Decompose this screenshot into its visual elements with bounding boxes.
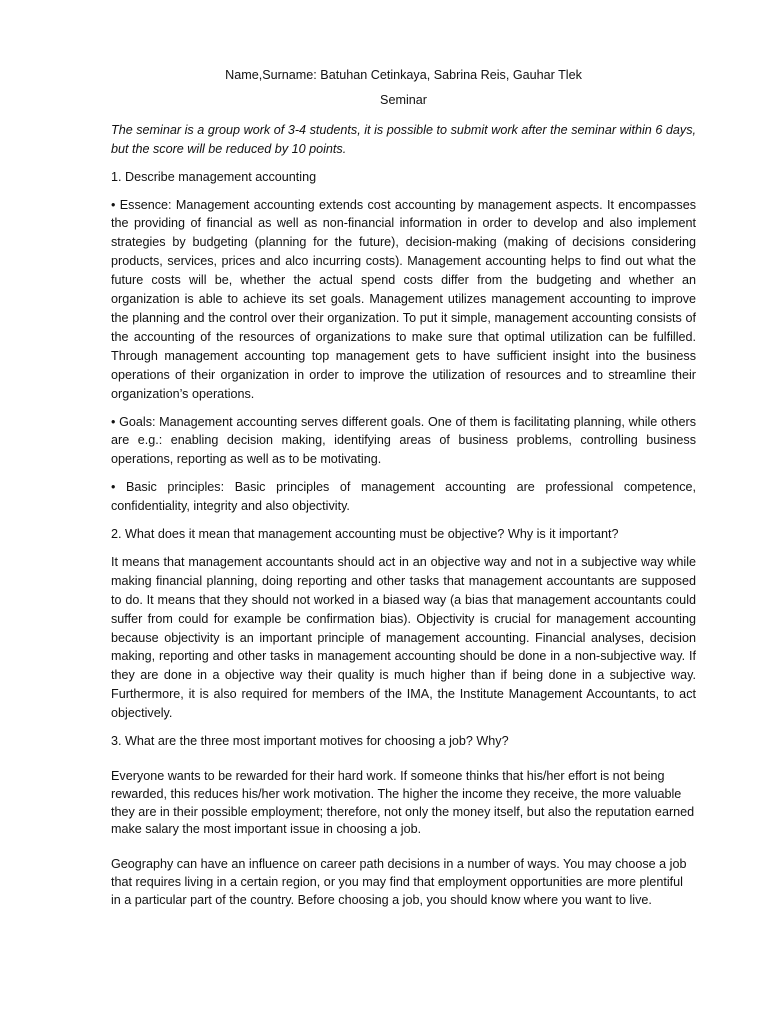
objectivity-paragraph: It means that management accountants should act in an objective way and not in a subjective way while making financial planning, doing reporting and other tasks that management accountants are supposed to do. It means that they should not worked in a biased way (a bias that management accountants could suffer from could for example be confirmation bias). Objectivity is crucial for management accounting because objectivity is an important principle of management accounting. Financial analyses, decision making, reporting and other tasks in management accounting should be done in a non-subjective way. If they are done in a objective way their quality is much higher than if being done in a subjective way. Furthermore, it is also required for members of the IMA, the Institute Management Accountants, to act objectively. — [111, 554, 696, 721]
document-title: Seminar — [380, 92, 427, 107]
geography-paragraph: Geography can have an influence on career path decisions in a number of ways. You may choose a job that requires living in a certain region, or you may find that employment opportunities are more plentiful in a particular part of the country. Before choosing a job, you should know where you want to live. — [111, 857, 687, 907]
section-3-heading: 3. What are the three most important motives for choosing a job? Why? — [111, 734, 509, 749]
goals-paragraph: • Goals: Management accounting serves different goals. One of them is facilitating planning, while others are e.g.: enabling decision making, identifying areas of business problems, controlling business operations, reporting as well as to be motivating. — [111, 414, 696, 467]
salary-paragraph: Everyone wants to be rewarded for their hard work. If someone thinks that his/her effort is not being rewarded, this reduces his/her work motivation. The higher the income they receive, the more valuable they are in their possible employment; therefore, not only the money itself, but also the reputation earned make salary the most important issue in choosing a job. — [111, 769, 695, 837]
principles-paragraph: • Basic principles: Basic principles of management accounting are professional competence, confidentiality, integrity and also objectivity. — [111, 480, 696, 514]
section-2-heading: 2. What does it mean that management accounting must be objective? Why is it important? — [111, 527, 619, 542]
section-1-heading: 1. Describe management accounting — [111, 169, 317, 184]
essence-paragraph: • Essence: Management accounting extends cost accounting by management aspects. It encompasses the providing of financial as well as non-financial information in order to develop and also implement strategies by budgeting (planning for the future), decision-making (making of decisions considering products, services, prices and alco incurring costs). Management accounting helps to find out what the future costs will be, whether the actual spend costs differ from the budgeting and whether an organization is able to achieve its set goals. Management utilizes management accounting to improve the planning and the control over their organization. To put it simple, management accounting consists of the accounting of the resources of organizations to make sure that optimal utilization can be fulfilled. Through management accounting top management gets to have sufficient insight into the business operations of their organization in order to improve the utilization of resources and to streamline their organization’s operations. — [111, 197, 696, 401]
author-names: Name,Surname: Batuhan Cetinkaya, Sabrina Reis, Gauhar Tlek — [225, 68, 582, 82]
intro-paragraph: The seminar is a group work of 3-4 students, it is possible to submit work after the seminar within 6 days, but the score will be reduced by 10 points. — [111, 122, 696, 156]
